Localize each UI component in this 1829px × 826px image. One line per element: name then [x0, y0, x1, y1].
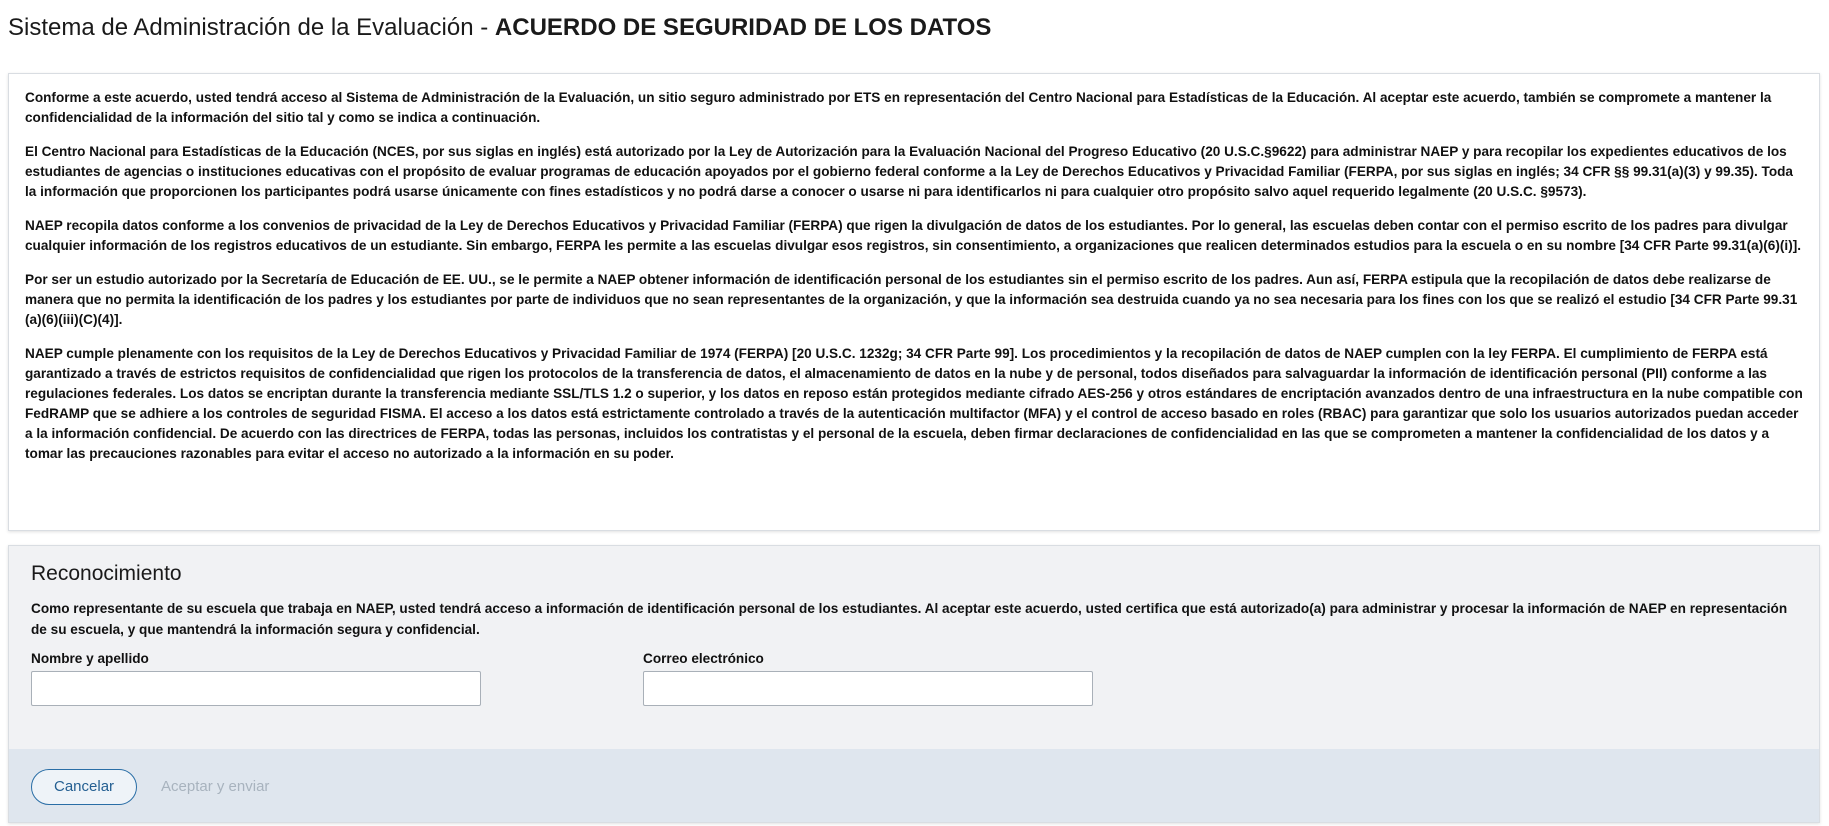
acknowledgement-text: Como representante de su escuela que trabaja en NAEP, usted tendrá acceso a información de identificación personal de los estudiantes. Al aceptar este acuerdo, usted certifica que está autorizado(a) para administrar y procesar la información de NAEP en representación de su escuela, y que mantendrá la información segura y confidencial. [31, 601, 1788, 637]
accept-submit-button[interactable]: Aceptar y enviar [161, 769, 269, 805]
agreement-paragraph-2: El Centro Nacional para Estadísticas de la Educación (NCES, por sus siglas en inglés) está autorizado por la Ley de Autorización para la Evaluación Nacional del Progreso Educativo (20 U.S.C.§9622) para administrar NAEP y para recopilar los expedientes educativos de los estudiantes de agencias o instituciones educativas con el propósito de evaluar programas de educación apoyados por el gobierno federal conforme a la Ley de Derechos Educativos y Privacidad Familiar (FERPA, por sus siglas en inglés; 34 CFR §§ 99.31(a)(3) y 99.35). Toda la información que proporcionen los participantes podrá usarse únicamente con fines estadísticos y no podrá darse a conocer o usarse ni para identificarlos ni para cualquier otro propósito salvo aquel requerido legalmente (20 U.S.C. §9573). [25, 144, 1793, 199]
page-header [8, 12, 1818, 48]
app-name: Sistema de Administración de la Evaluación - [8, 14, 495, 41]
name-field-group [31, 650, 481, 706]
agreement-paragraph-4: Por ser un estudio autorizado por la Secretaría de Educación de EE. UU., se le permite a NAEP obtener información de identificación personal de los estudiantes sin el permiso escrito de los padres. Aun así, FERPA estipula que la recopilación de datos debe realizarse de manera que no permita la identificación de los padres y los estudiantes por parte de individuos que no sean representantes de la organización, y que la información sea destruida cuando ya no sea necesaria para los fines con los que se realizó el estudio [34 CFR Parte 99.31 (a)(6)(iii)(C)(4)]. [25, 272, 1798, 327]
email-field-group [643, 650, 1093, 706]
agreement-paragraph-5: NAEP cumple plenamente con los requisitos de la Ley de Derechos Educativos y Privacidad Familiar de 1974 (FERPA) [20 U.S.C. 1232g; 34 CFR Parte 99]. Los procedimientos y la recopilación de datos de NAEP cumplen con la ley FERPA. El cumplimiento de FERPA está garantizado a través de estrictos requisitos de confidencialidad que rigen los protocolos de la transferencia de datos, el almacenamiento de datos en la nube y de personal, todos diseñados para salvaguardar la información de identificación personal (PII) conforme a las regulaciones federales. Los datos se encriptan durante la transferencia mediante SSL/TLS 1.2 o superior, y los datos en reposo están protegidos mediante cifrado AES-256 y otros estándares de encriptación avanzados dentro de una infraestructura en la nube compatible con FedRAMP que se adhiere a los controles de seguridad FISMA. El acceso a los datos está estrictamente controlado a través de la autenticación multifactor (MFA) y el control de acceso basado en roles (RBAC) para garantizar que solo los usuarios autorizados puedan acceder a la información confidencial. De acuerdo con las directrices de FERPA, todas las personas, incluidos los contratistas y el personal de la escuela, deben firmar declaraciones de confidencialidad en las que se comprometen a mantener la confidencialidad de los datos y a tomar las precauciones razonables para evitar el acceso no autorizado a la información en su poder. [25, 346, 1803, 461]
acknowledgement-section [8, 545, 1820, 823]
name-label: Nombre y apellido [31, 651, 149, 666]
agreement-panel [8, 73, 1820, 531]
acknowledgement-body [9, 546, 1819, 749]
email-input[interactable] [643, 671, 1093, 706]
email-label: Correo electrónico [643, 651, 764, 666]
form-fields [31, 650, 1797, 706]
footer-bar [9, 749, 1819, 823]
agreement-paragraph-1: Conforme a este acuerdo, usted tendrá acceso al Sistema de Administración de la Evaluación, un sitio seguro administrado por ETS en representación del Centro Nacional para Estadísticas de la Educación. Al aceptar este acuerdo, también se compromete a mantener la confidencialidad de la información del sitio tal y como se indica a continuación. [25, 90, 1772, 125]
agreement-paragraph-3: NAEP recopila datos conforme a los convenios de privacidad de la Ley de Derechos Educativos y Privacidad Familiar (FERPA) que rigen la divulgación de datos de los estudiantes. Por lo general, las escuelas deben contar con el permiso escrito de los padres para divulgar cualquier información de los registros educativos de un estudiante. Sin embargo, FERPA les permite a las escuelas divulgar esos registros, sin consentimiento, a organizaciones que realicen determinados estudios para la escuela o en su nombre [34 CFR Parte 99.31(a)(6)(i)]. [25, 218, 1802, 253]
page-title: ACUERDO DE SEGURIDAD DE LOS DATOS [494, 14, 992, 41]
cancel-button[interactable]: Cancelar [31, 769, 137, 805]
name-input[interactable] [31, 671, 481, 706]
acknowledgement-title: Reconocimiento [31, 562, 182, 585]
